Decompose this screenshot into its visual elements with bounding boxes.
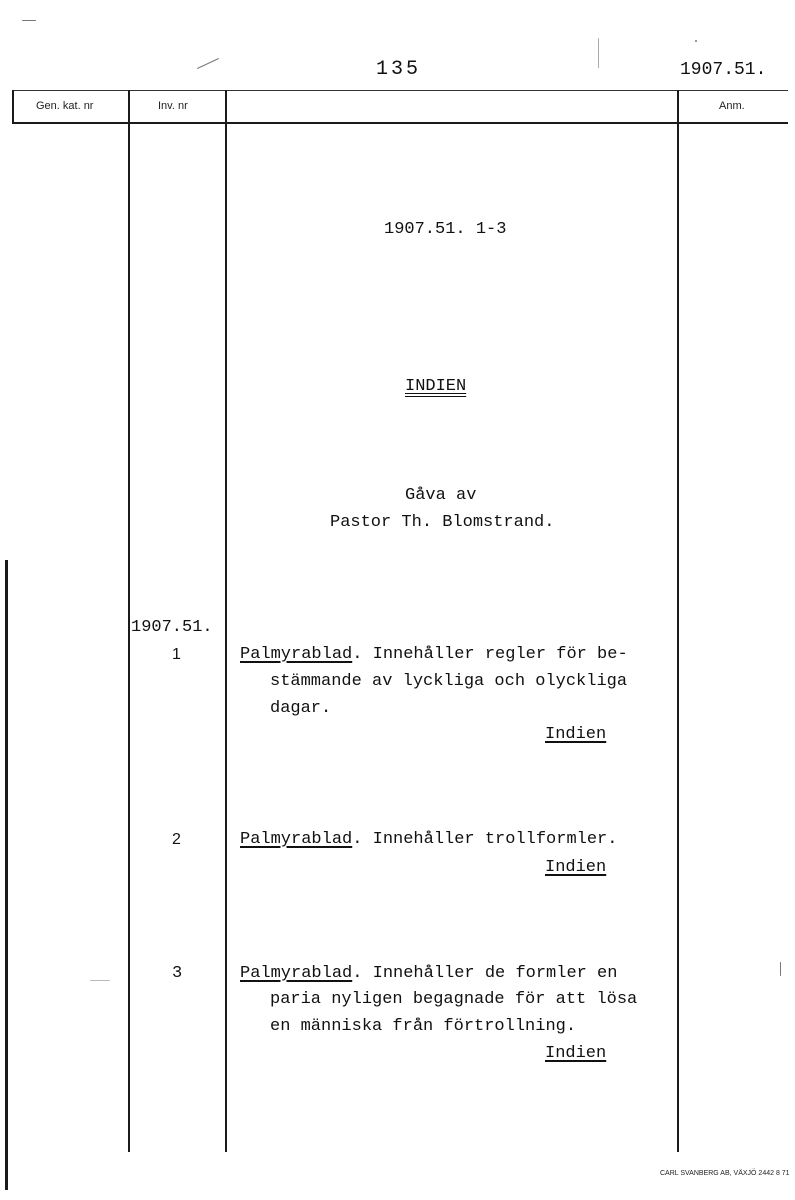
speck <box>780 962 781 976</box>
entry-title: Palmyrablad <box>240 964 353 983</box>
entry-description: . Innehåller de formler en <box>352 964 618 983</box>
entry-number: 2 <box>172 831 181 848</box>
entry-description: . Innehåller regler för be- <box>352 645 628 664</box>
col-header-inv-nr: Inv. nr <box>158 100 188 112</box>
printer-imprint: CARL SVANBERG AB, VÄXJÖ 2442 8 71 <box>660 1170 790 1177</box>
scan-edge <box>5 560 8 1190</box>
catalog-ref: 1907.51. <box>680 60 767 80</box>
entry-title: Palmyrablad <box>240 645 353 664</box>
entry-line: dagar. <box>270 699 332 718</box>
inv-prefix: 1907.51. <box>131 618 213 637</box>
speck <box>598 38 599 68</box>
anm-divider <box>677 90 679 1152</box>
entry-line <box>240 642 628 668</box>
col-header-anm: Anm. <box>719 100 745 112</box>
page-number: 135 <box>376 58 422 81</box>
gift-line: Gåva av <box>405 486 477 505</box>
speck <box>22 20 36 21</box>
entry-title: Palmyrablad <box>240 830 353 849</box>
entry-place: Indien <box>545 858 607 877</box>
entry-place: Indien <box>545 1044 607 1063</box>
donor-name: Pastor Th. Blomstrand. <box>330 513 555 532</box>
speck <box>90 980 110 981</box>
entry-number: 1 <box>172 646 181 663</box>
entry-number: 3 <box>172 964 183 983</box>
col-header-gen-kat-nr: Gen. kat. nr <box>36 100 94 112</box>
left-border <box>12 90 14 124</box>
speck <box>197 58 219 69</box>
speck <box>695 40 697 42</box>
inv-divider <box>225 90 227 1152</box>
entry-place: Indien <box>545 725 607 744</box>
entry-line: stämmande av lyckliga och olyckliga <box>270 672 628 691</box>
entry-line: paria nyligen begagnade för att lösa <box>270 990 638 1009</box>
collection-range: 1907.51. 1-3 <box>384 220 507 239</box>
entry-line: en människa från förtrollning. <box>270 1017 577 1036</box>
entry-line <box>240 827 617 853</box>
region-heading: INDIEN <box>405 377 467 396</box>
entry-description: . Innehåller trollformler. <box>352 830 618 849</box>
entry-line <box>240 961 617 987</box>
gen-kat-divider <box>128 90 130 1152</box>
